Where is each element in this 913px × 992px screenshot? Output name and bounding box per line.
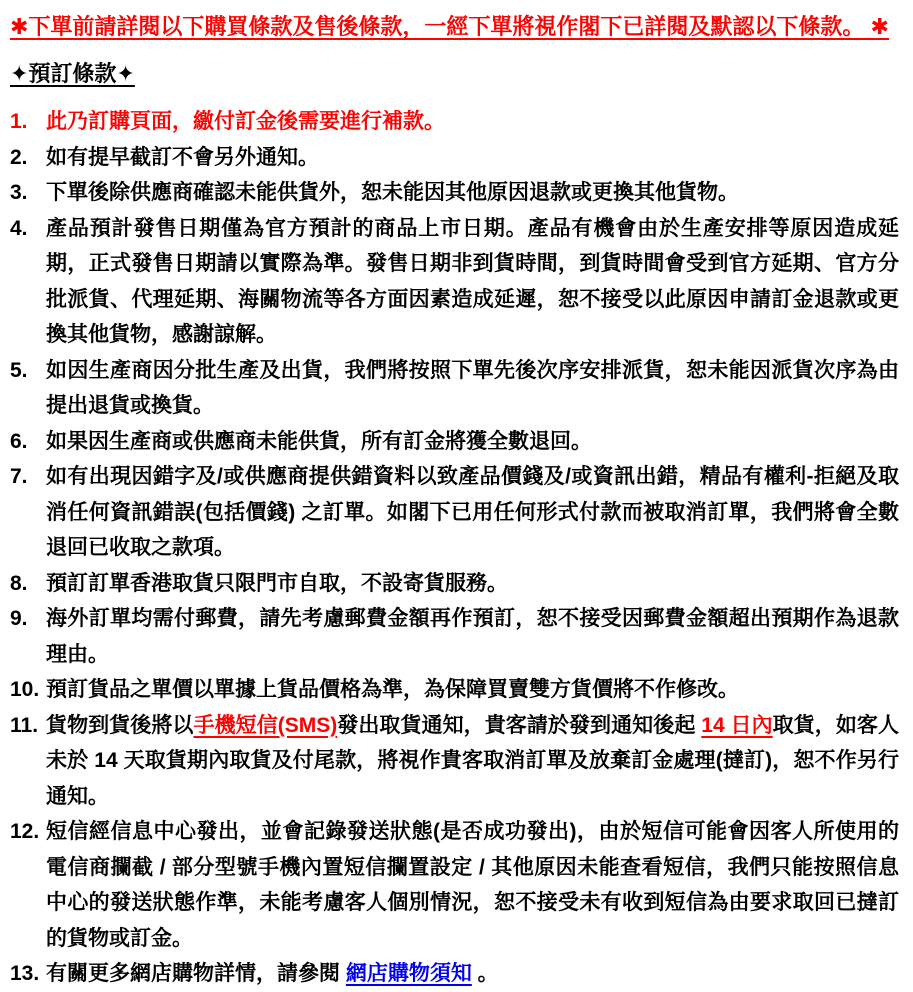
term-text: 預訂訂單香港取貨只限門市自取，不設寄貨服務。 [46, 571, 508, 595]
term-item-11 [10, 708, 899, 815]
term-number: 2. [10, 145, 28, 169]
term-text: 如果因生產商或供應商未能供貨，所有訂金將獲全數退回。 [46, 429, 592, 453]
term-item-8 [10, 566, 899, 602]
term-item-10 [10, 672, 899, 708]
store-shopping-guide-link[interactable]: 網店購物須知 [345, 962, 472, 985]
term-text: 此乃訂購頁面，繳付訂金後需要進行補款。 [46, 110, 445, 133]
term-text: 如有提早截訂不會另外通知。 [46, 145, 319, 169]
term-text: 產品預計發售日期僅為官方預計的商品上市日期。產品有機會由於生產安排等原因造成延期，正式發售日期請以實際為準。發售日期非到貨時間，到貨時間會受到官方延期、官方分批派貨、代理延期、海關物流等各方面因素造成延遲，恕不接受以此原因申請訂金退款或更換其他貨物，感謝諒解。 [46, 216, 899, 346]
term-number: 4. [10, 216, 28, 240]
terms-list [10, 104, 899, 992]
term-item-9 [10, 601, 899, 672]
term-number: 11. [10, 713, 39, 737]
term-item-5 [10, 353, 899, 424]
term-text: 如有出現因錯字及/或供應商提供錯資料以致產品價錢及/或資訊出錯，精品有權利-拒絕及取消任何資訊錯誤(包括價錢) 之訂單。如閣下已用任何形式付款而被取消訂單，我們將會全數退回已收取之款項。 [46, 465, 899, 559]
term-item-4 [10, 211, 899, 353]
term-number: 5. [10, 358, 28, 382]
term-number: 6. [10, 429, 28, 453]
term-text: 有關更多網店購物詳情，請參閱 網店購物須知 。 [46, 962, 499, 985]
term-number: 1. [10, 110, 28, 133]
term-number: 7. [10, 465, 28, 488]
term-number: 3. [10, 181, 28, 204]
term-number: 12. [10, 820, 40, 843]
term-item-7 [10, 459, 899, 566]
term-number: 8. [10, 571, 28, 595]
term-item-12 [10, 814, 899, 956]
term-text: 短信經信息中心發出，並會記錄發送狀態(是否成功發出)，由於短信可能會因客人所使用的電信商攔截 / 部分型號手機內置短信攔置設定 / 其他原因未能查看短信，我們只能按照信息中心的發送狀態作準，未能考慮客人個別情況，恕不接受未有收到短信為由要求取回已撻訂的貨物或訂金。 [46, 820, 899, 950]
term-item-1 [10, 104, 899, 140]
sms-notice-highlight: 手機短信(SMS) [193, 713, 338, 737]
term-number: 9. [10, 607, 28, 630]
pre-order-warning-header: ✱下單前請詳閱以下購買條款及售後條款，一經下單將視作閣下已詳閱及默認以下條款。 ✱ [10, 14, 889, 39]
term-number: 13. [10, 962, 40, 985]
term-number: 10. [10, 678, 40, 701]
term-text: 海外訂單均需付郵費，請先考慮郵費金額再作預訂，恕不接受因郵費金額超出預期作為退款理由。 [46, 607, 899, 666]
term-item-2 [10, 140, 899, 176]
term-text: 如因生產商因分批生產及出貨，我們將按照下單先後次序安排派貨，恕未能因派貨次序為由提出退貨或換貨。 [46, 358, 899, 417]
term-item-13 [10, 956, 899, 992]
term-item-3 [10, 175, 899, 211]
term-item-6 [10, 424, 899, 460]
pickup-deadline-highlight: 14 日內 [701, 713, 773, 737]
term-text: 下單後除供應商確認未能供貨外，恕未能因其他原因退款或更換其他貨物。 [46, 181, 739, 204]
term-text: 貨物到貨後將以手機短信(SMS)發出取貨通知，貴客請於發到通知後起 14 日內取貨，如客人未於 14 天取貨期內取貨及付尾款，將視作貴客取消訂單及放棄訂金處理(撻訂)，恕不作另行通知。 [46, 713, 899, 808]
term-text: 預訂貨品之單價以單據上貨品價格為準，為保障買賣雙方貨價將不作修改。 [46, 678, 739, 701]
section-title: ✦預訂條款✦ [10, 61, 135, 86]
